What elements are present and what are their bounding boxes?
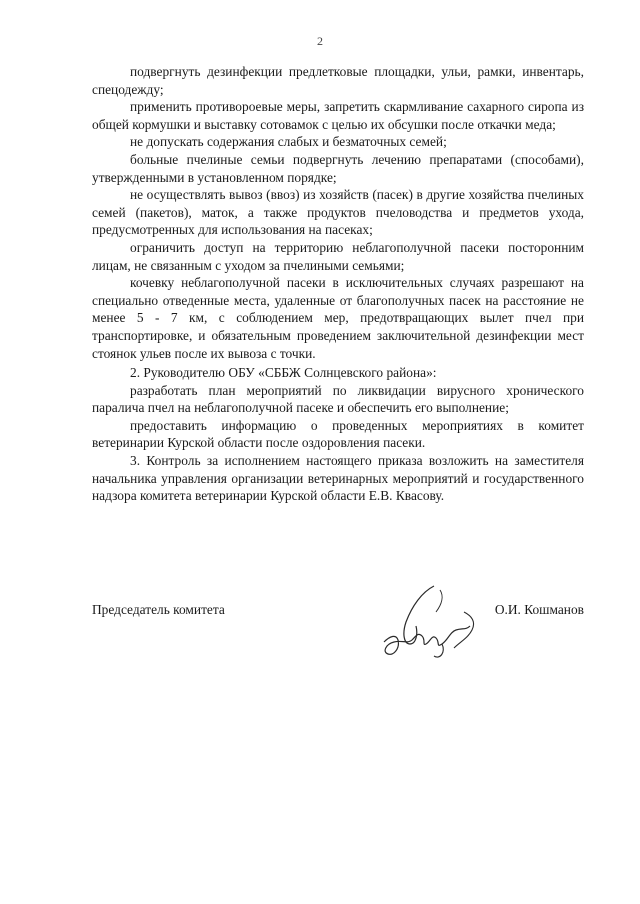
paragraph: не осуществлять вывоз (ввоз) из хозяйств (пасек) в другие хозяйства пчелиных семей (пакетов), маток, а также продуктов пчеловодства и предметов ухода, предусмотренных для использования на пасеках; — [92, 187, 584, 238]
signatory-name: О.И. Кошманов — [494, 602, 584, 617]
section-2-heading: 2. Руководителю ОБУ «СББЖ Солнцевского района»: — [130, 365, 437, 381]
paragraph: ограничить доступ на территорию неблагополучной пасеки посторонним лицам, не связанным с уходом за пчелиными семьями; — [92, 239, 584, 273]
order-body — [92, 63, 584, 505]
paragraph: не допускать содержания слабых и безматочных семей; — [130, 134, 447, 150]
page-number: 2 — [317, 34, 323, 48]
section-3-paragraph: 3. Контроль за исполнением настоящего приказа возложить на заместителя начальника управления организации ветеринарных мероприятий и государственного надзора комитета ветеринарии Курской области Е.В. Квасову. — [92, 453, 584, 504]
handwritten-signature — [376, 582, 488, 664]
paragraph: подвергнуть дезинфекции предлетковые площадки, ульи, рамки, инвентарь, спецодежду; — [92, 64, 584, 97]
paragraph: предоставить информацию о проведенных мероприятиях в комитет ветеринарии Курской области после оздоровления пасеки. — [92, 417, 584, 451]
paragraph: больные пчелиные семьи подвергнуть лечению препаратами (способами), утвержденными в установленном порядке; — [92, 151, 584, 185]
paragraph: разработать план мероприятий по ликвидации вирусного хронического паралича пчел на неблагополучной пасеке и обеспечить его выполнение; — [92, 382, 584, 416]
signatory-title: Председатель комитета — [92, 602, 225, 617]
paragraph: кочевку неблагополучной пасеки в исключительных случаях разрешают на специально отведенные места, удаленные от благополучных пасек на расстояние не менее 5 - 7 км, с соблюдением мер, предотвращающих вылет пчел при транспортировке, и обязательным проведением заключительной дезинфекции мест стоянок ульев после их вывоза с точки. — [92, 275, 584, 361]
paragraph: применить противороевые меры, запретить скармливание сахарного сиропа из общей кормушки и выставку сотовамок с целью их обсушки после откачки меда; — [92, 99, 584, 132]
